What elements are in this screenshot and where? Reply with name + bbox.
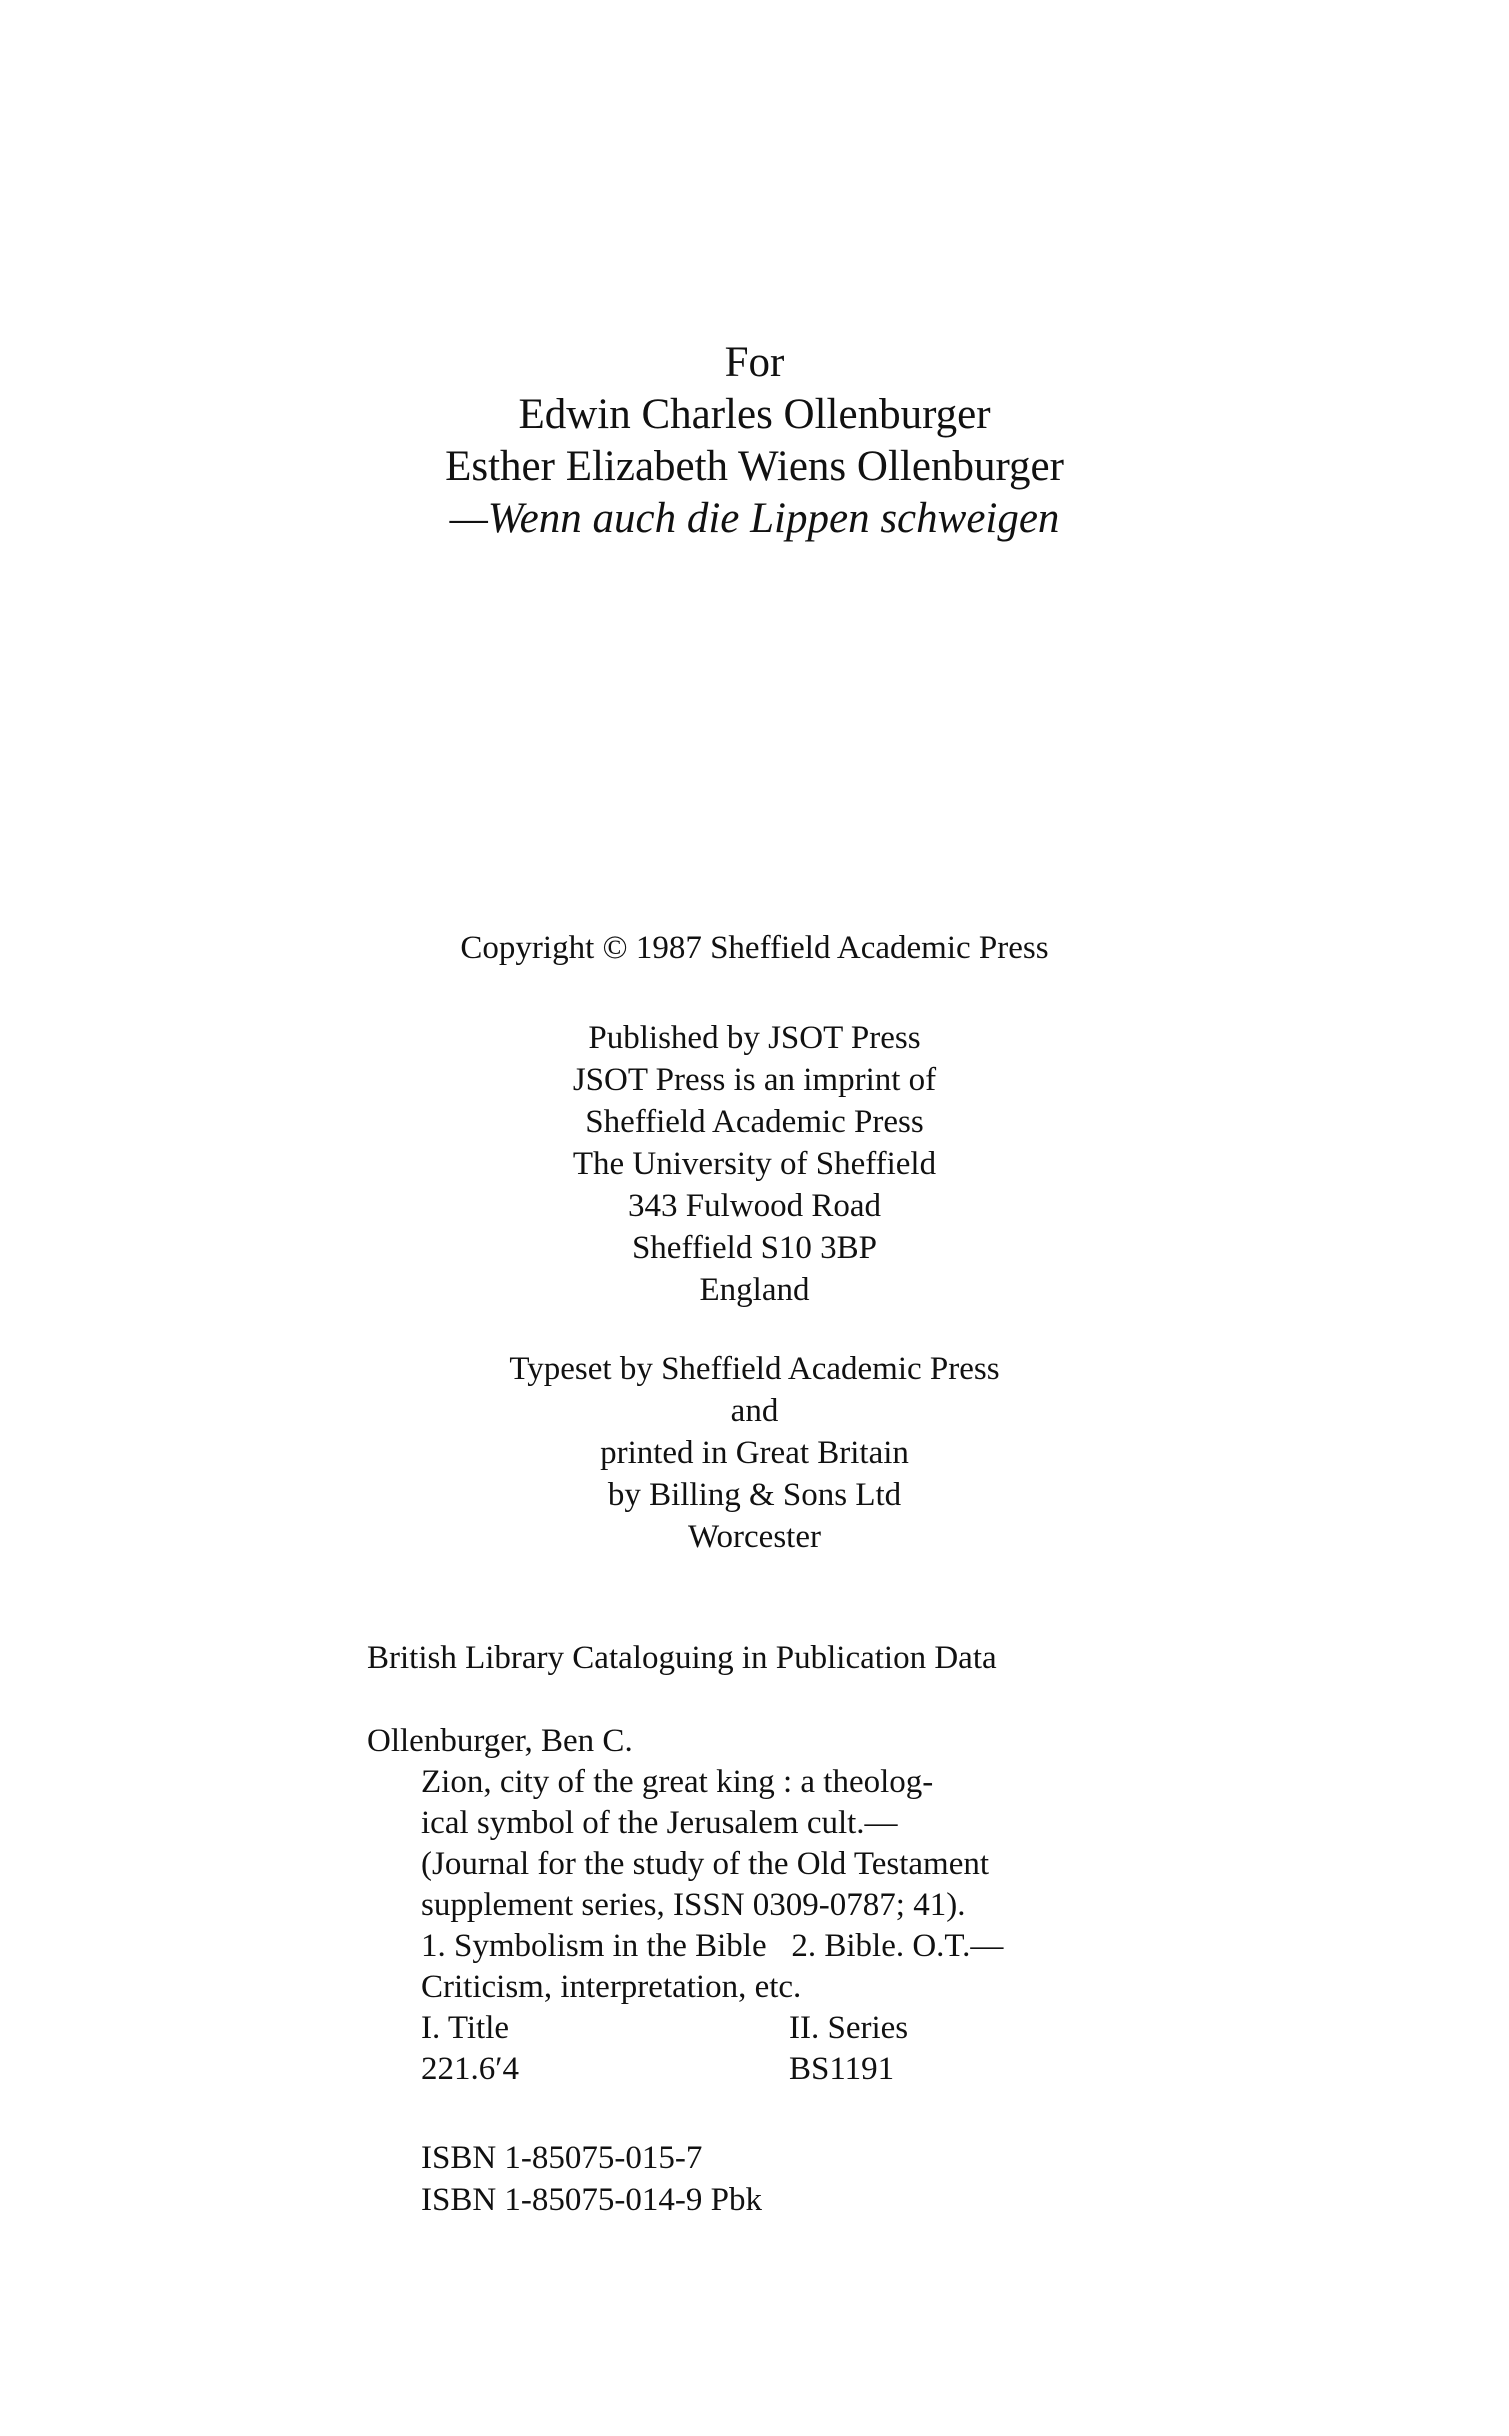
copyright-notice bbox=[0, 927, 1509, 969]
typeset-line: Typeset by Sheffield Academic Press bbox=[509, 1351, 1000, 1387]
typeset-line: Worcester bbox=[688, 1519, 821, 1555]
cip-series-label: II. Series bbox=[789, 2010, 909, 2046]
typeset-line: and bbox=[730, 1393, 779, 1429]
cip-line: supplement series, ISSN 0309-0787; 41). bbox=[421, 1887, 966, 1923]
typeset-info bbox=[0, 1348, 1509, 1558]
publisher-line: Published by JSOT Press bbox=[588, 1020, 921, 1056]
dedication-motto: —Wenn auch die Lippen schweigen bbox=[449, 495, 1060, 542]
publisher-line: 343 Fulwood Road bbox=[627, 1188, 881, 1224]
publisher-line: JSOT Press is an imprint of bbox=[572, 1062, 937, 1098]
cip-classification-row bbox=[367, 2049, 1467, 2090]
cip-heading: British Library Cataloguing in Publication Data bbox=[367, 1640, 997, 1676]
publisher-line: The University of Sheffield bbox=[572, 1146, 937, 1182]
dedication-name-1: Edwin Charles Ollenburger bbox=[518, 391, 991, 438]
dedication bbox=[0, 337, 1509, 545]
dedication-name-2: Esther Elizabeth Wiens Ollenburger bbox=[445, 443, 1064, 490]
cip-line: 1. Symbolism in the Bible 2. Bible. O.T.— bbox=[421, 1928, 1004, 1964]
copyright-line: Copyright © 1987 Sheffield Academic Press bbox=[460, 930, 1049, 966]
cip-title-label: I. Title bbox=[421, 2010, 510, 2046]
publisher-line: Sheffield Academic Press bbox=[585, 1104, 924, 1140]
cip-heading-block bbox=[367, 1637, 1467, 1679]
cip-line: (Journal for the study of the Old Testament bbox=[421, 1846, 990, 1882]
isbn-line: ISBN 1-85075-014-9 Pbk bbox=[421, 2182, 763, 2218]
cip-author: Ollenburger, Ben C. bbox=[367, 1723, 633, 1759]
cip-title-series-row bbox=[367, 2008, 1467, 2049]
publisher-line: England bbox=[699, 1272, 810, 1308]
cip-dewey-number: 221.6′4 bbox=[421, 2051, 519, 2087]
cip-record bbox=[367, 1721, 1467, 2090]
publisher-line: Sheffield S10 3BP bbox=[631, 1230, 878, 1266]
cip-line: ical symbol of the Jerusalem cult.— bbox=[421, 1805, 898, 1841]
cip-line: Zion, city of the great king : a theolog- bbox=[421, 1764, 934, 1800]
dedication-for: For bbox=[724, 339, 785, 386]
cip-lc-number: BS1191 bbox=[789, 2051, 895, 2087]
cip-line: Criticism, interpretation, etc. bbox=[421, 1969, 802, 2005]
isbn-block bbox=[421, 2137, 1421, 2221]
typeset-line: by Billing & Sons Ltd bbox=[607, 1477, 902, 1513]
typeset-line: printed in Great Britain bbox=[600, 1435, 909, 1471]
publisher-info bbox=[0, 1017, 1509, 1311]
isbn-line: ISBN 1-85075-015-7 bbox=[421, 2140, 703, 2176]
